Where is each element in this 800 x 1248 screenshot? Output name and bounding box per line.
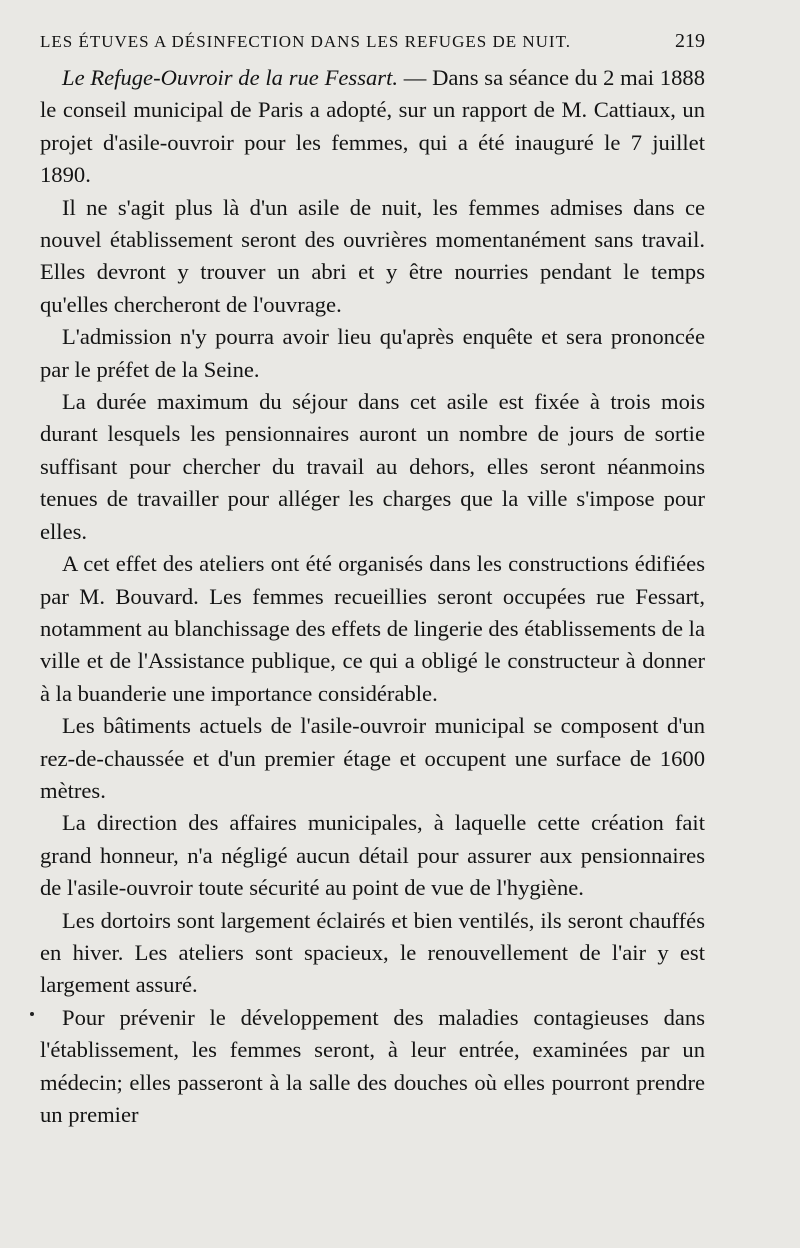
body-text (40, 62, 705, 1131)
page-number: 219 (675, 30, 705, 52)
running-head (40, 30, 705, 62)
section-title: Le Refuge-Ouvroir de la rue Fessart. (62, 65, 398, 90)
paragraph: La direction des affaires municipales, à laquelle cette création fait grand honneur, n'a négligé aucun détail pour assurer aux pensionnaires de l'asile-ouvroir toute sécurité au point de vue de l'hygiène. (40, 810, 705, 901)
paragraph (40, 62, 705, 192)
paragraph: Il ne s'agit plus là d'un asile de nuit, les femmes admises dans ce nouvel établissement seront des ouvrières momentanément sans travail. Elles devront y trouver un abri et y être nourries pendant le temps qu'elles chercheront de l'ouvrage. (40, 194, 705, 317)
paragraph: A cet effet des ateliers ont été organisés dans les constructions édifiées par M. Bouvard. Les femmes recueillies seront occupées rue Fessart, notamment au blanchissage des effets de lingerie des établissements de la ville et de l'Assistance publique, ce qui a obligé le constructeur à donner à la buanderie une importance considérable. (40, 551, 705, 706)
paragraph: La durée maximum du séjour dans cet asile est fixée à trois mois durant lesquels les pensionnaires auront un nombre de jours de sortie suffisant pour chercher du travail au dehors, elles seront néanmoins tenues de travailler pour alléger les charges que la ville s'impose pour elles. (40, 389, 705, 544)
paragraph: Les bâtiments actuels de l'asile-ouvroir municipal se composent d'un rez-de-chaussée et d'un premier étage et occupent une surface de 1600 mètres. (40, 713, 705, 803)
running-head-title: LES ÉTUVES A DÉSINFECTION DANS LES REFUGES DE NUIT. (40, 32, 571, 51)
paragraph-text: — Dans sa séance du 2 mai 1888 le conseil municipal de Paris a adopté, sur un rapport de M. Cattiaux, un projet d'asile-ouvroir pour les femmes, qui a été inauguré le 7 juillet 1890. (40, 65, 705, 188)
paragraph: Pour prévenir le développement des maladies contagieuses dans l'établissement, les femmes seront, à leur entrée, examinées par un médecin; elles passeront à la salle des douches où elles pourront prendre un premier (40, 1004, 705, 1127)
ink-dot (30, 1012, 34, 1016)
paragraph: Les dortoirs sont largement éclairés et bien ventilés, ils seront chauffés en hiver. Les ateliers sont spacieux, le renouvellement de l'air y est largement assuré. (40, 907, 705, 998)
paragraph: L'admission n'y pourra avoir lieu qu'après enquête et sera prononcée par le préfet de la Seine. (40, 324, 705, 382)
